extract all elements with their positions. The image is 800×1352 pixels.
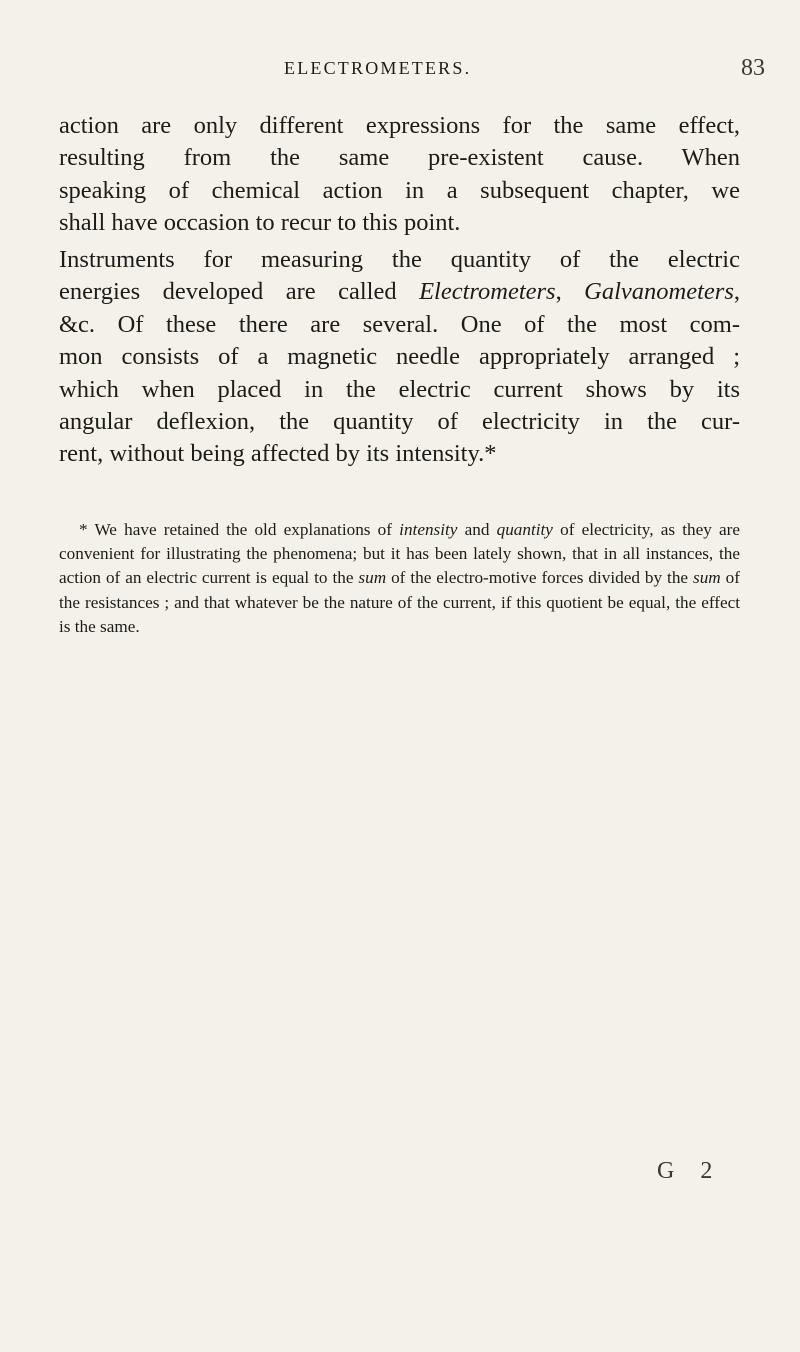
text-run: energies developed are called (59, 278, 420, 306)
text-line: &c. Of these there are several. One of the most com- (59, 310, 740, 338)
text-run: of the resistances ; and that whatever be the nature of the current, if this quotient be equal, the effect is the same. (59, 568, 740, 636)
term-quantity: quantity (496, 520, 553, 539)
footnote (59, 518, 740, 639)
text-run: of electricity, as they are convenient for illustrating the phenomena; but it has been lately shown, that in all instances, the action of an electric current is equal to the (59, 520, 740, 588)
text-line: angular deflexion, the quantity of electricity in the cur- (59, 408, 740, 436)
text-line: which when placed in the electric current shows by its (59, 375, 740, 403)
term-sum: sum (358, 568, 387, 588)
text-run: , (555, 278, 585, 306)
text-line: rent, without being affected by its intensity.* (59, 440, 497, 468)
running-head (0, 55, 800, 88)
term-sum: sum (693, 568, 721, 588)
text-run: of the electro-motive forces divided by the (386, 568, 693, 588)
term-galvanometers: Galvanometers (584, 278, 734, 306)
paragraph-continuation (59, 110, 740, 240)
text-line: action are only different expressions for the same effect, (59, 112, 740, 139)
text-run: * We have retained the old explanations of (79, 520, 400, 539)
page-number: 83 (741, 55, 765, 81)
text-line: resulting from the same pre-existent cause. When (59, 144, 740, 172)
text-line (59, 276, 740, 308)
text-line: Instruments for measuring the quantity of the electric (59, 246, 740, 273)
signature-mark: G 2 (657, 1158, 723, 1184)
footnote-text (59, 518, 740, 639)
text-run: and (457, 520, 497, 539)
term-electrometers: Electrometers (419, 278, 556, 306)
term-intensity: intensity (399, 520, 458, 539)
text-line: speaking of chemical action in a subsequent chapter, we (59, 176, 740, 204)
running-title: ELECTROMETERS. (284, 58, 472, 78)
text-run: , (733, 278, 740, 306)
text-line: mon consists of a magnetic needle appropriately arranged ; (59, 343, 740, 371)
paragraph-instruments (59, 244, 740, 471)
text-line: shall have occasion to recur to this point. (59, 209, 461, 237)
